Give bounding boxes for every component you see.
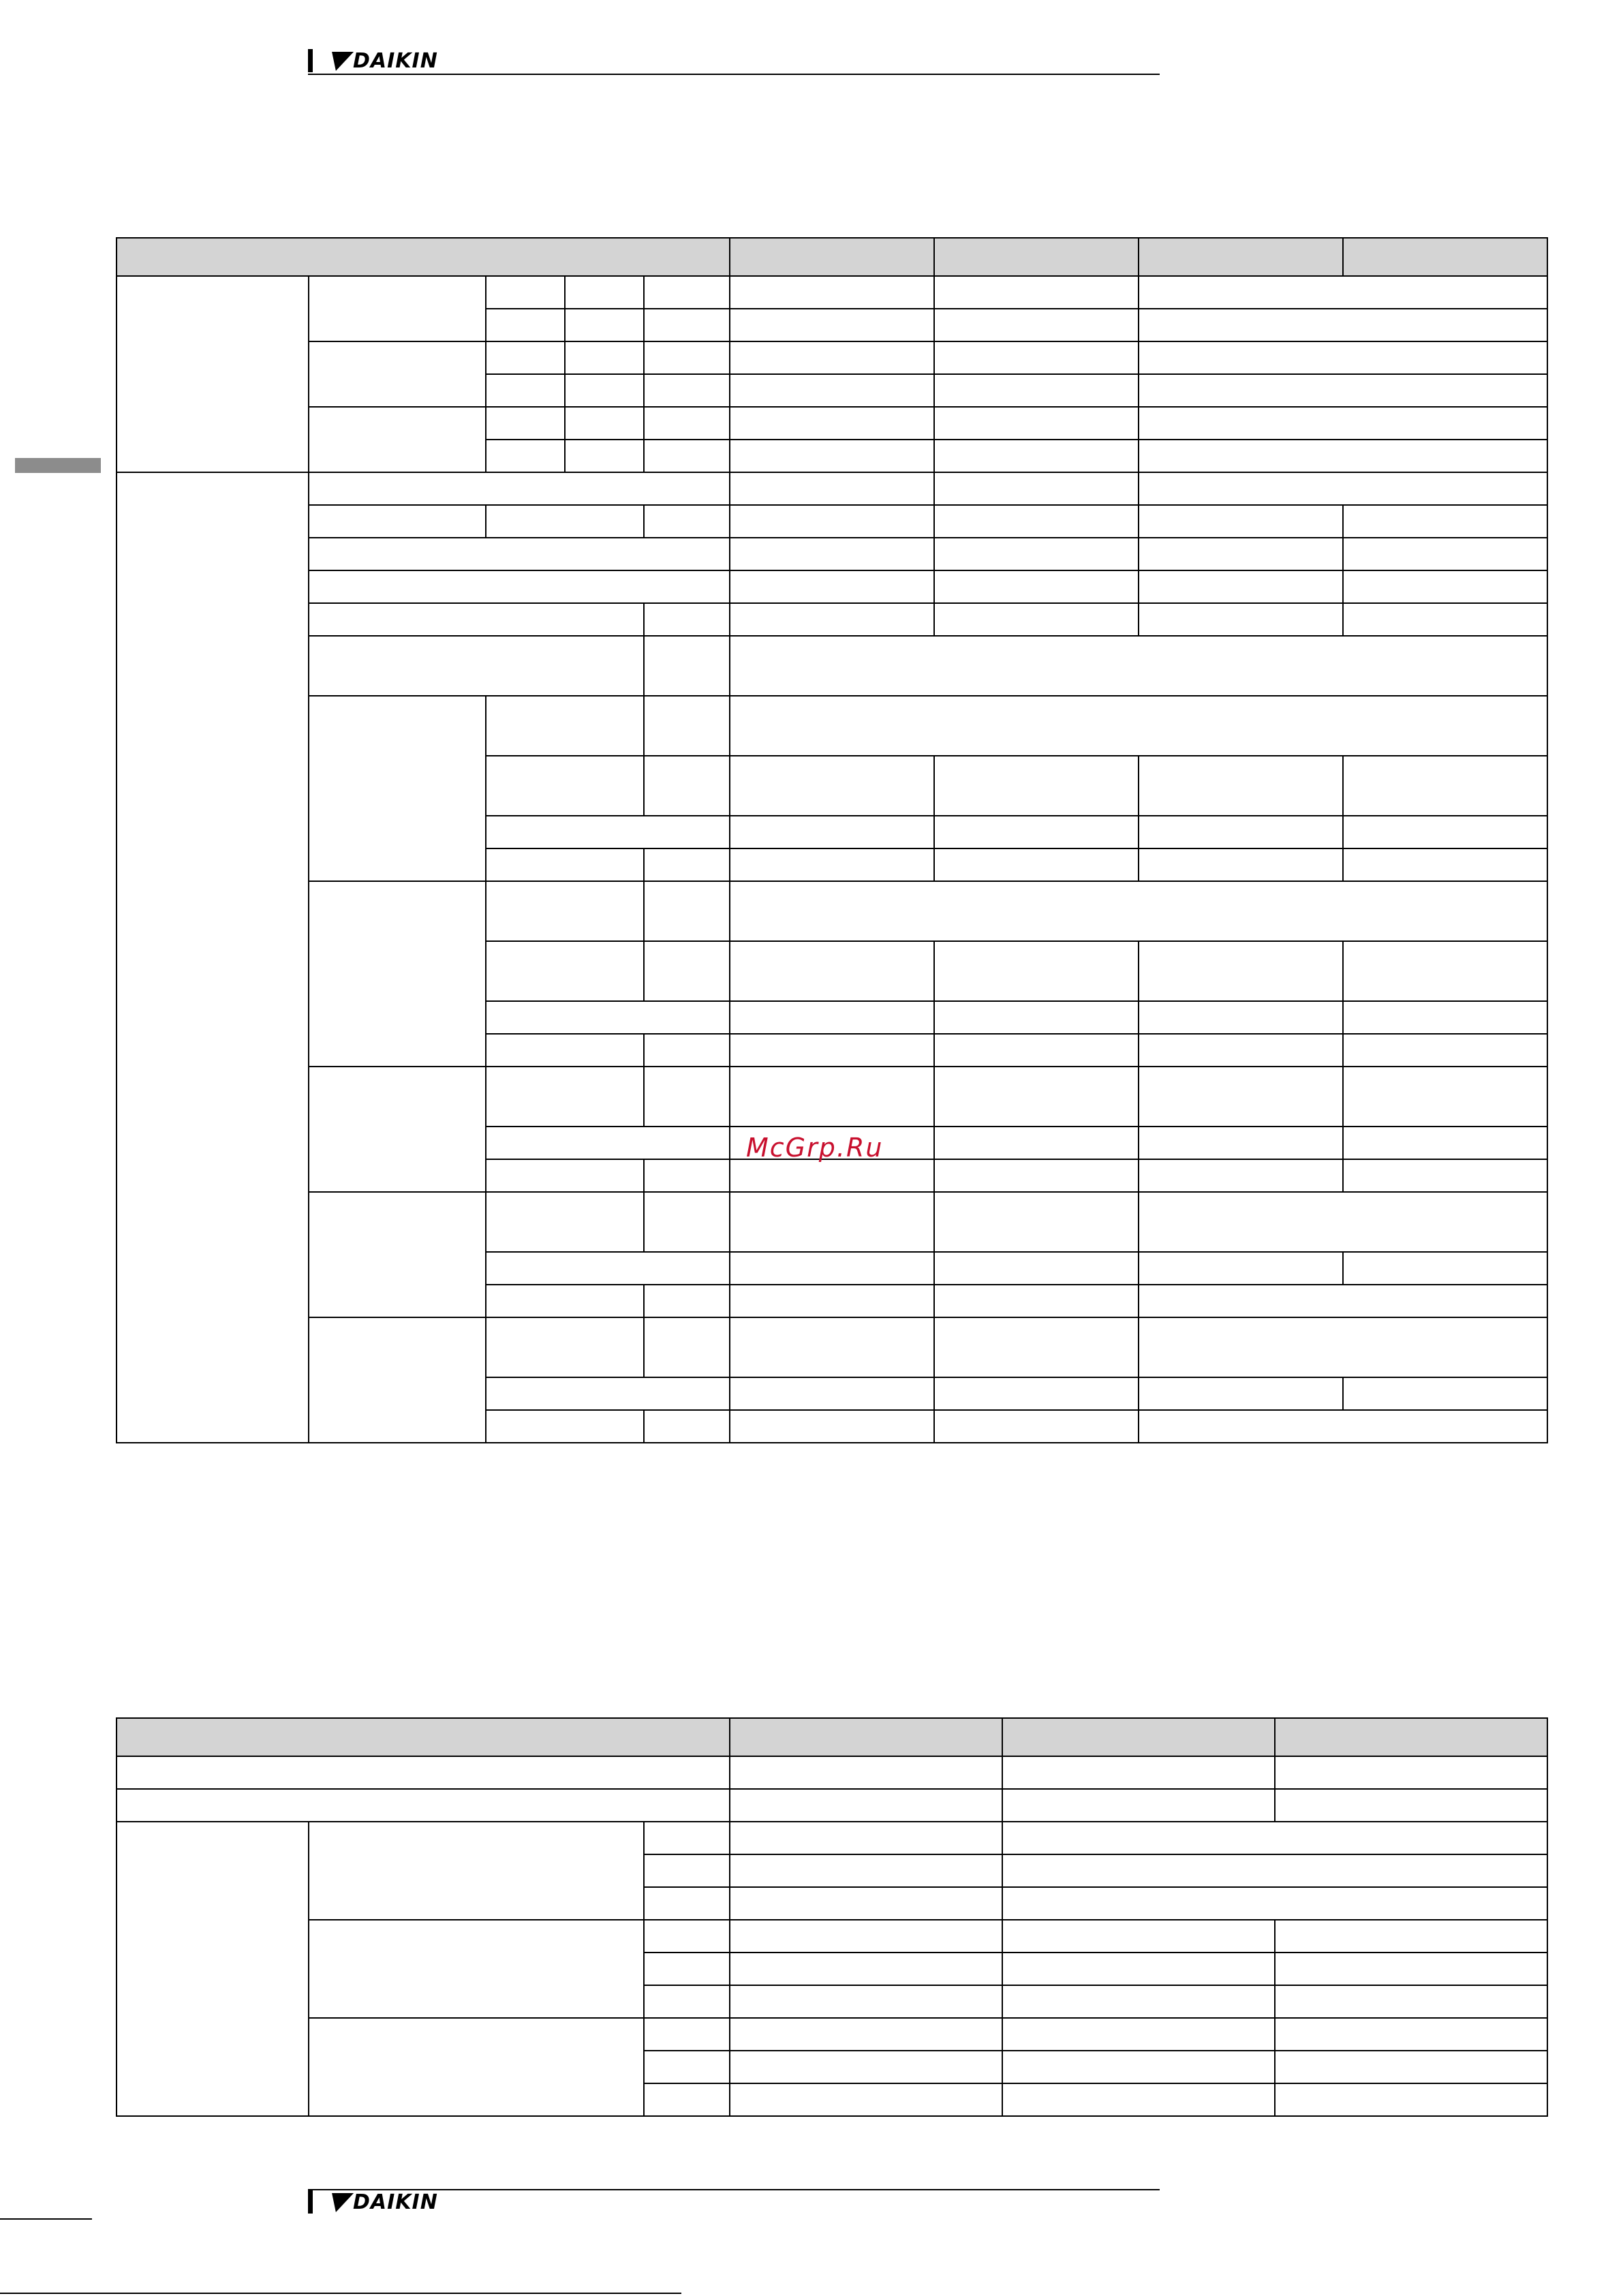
table-row	[117, 472, 1547, 505]
table-row	[117, 1192, 1547, 1252]
table-row	[117, 696, 1547, 756]
watermark: McGrp.Ru	[746, 1133, 884, 1163]
bottom-rule	[0, 2293, 681, 2294]
footer-logo-band	[308, 2189, 1160, 2216]
table-row	[117, 636, 1547, 696]
header-brand: DAIKIN	[353, 49, 438, 73]
table-row	[117, 1920, 1547, 1953]
table-row	[117, 1067, 1547, 1127]
table-row	[117, 570, 1547, 603]
header-rule	[308, 74, 1160, 75]
table-row	[117, 407, 1547, 440]
daikin-logo-footer	[328, 2190, 438, 2214]
header-logo-band	[308, 48, 1160, 75]
table-row	[117, 2018, 1547, 2051]
daikin-logo-icon	[325, 52, 354, 71]
spec-table-1	[116, 237, 1548, 1443]
table-row	[117, 1317, 1547, 1377]
table-row	[117, 505, 1547, 538]
table-row	[117, 1756, 1547, 1789]
table-row	[117, 276, 1547, 309]
footer-brand: DAIKIN	[353, 2190, 438, 2214]
header-bar	[308, 49, 313, 72]
table-header-row	[117, 238, 1547, 276]
table-row	[117, 881, 1547, 941]
table-row	[117, 1789, 1547, 1822]
daikin-logo	[328, 49, 438, 73]
footer-bar	[308, 2190, 313, 2214]
table-header-row	[117, 1718, 1547, 1756]
footer-rule	[308, 2189, 1160, 2190]
spec-table-2	[116, 1717, 1548, 2117]
table-row	[117, 1822, 1547, 1854]
daikin-logo-icon	[325, 2193, 354, 2212]
table-row	[117, 603, 1547, 636]
table-row	[117, 341, 1547, 374]
side-tab	[15, 458, 101, 473]
footer-left-rule	[0, 2218, 92, 2220]
table-row	[117, 538, 1547, 570]
